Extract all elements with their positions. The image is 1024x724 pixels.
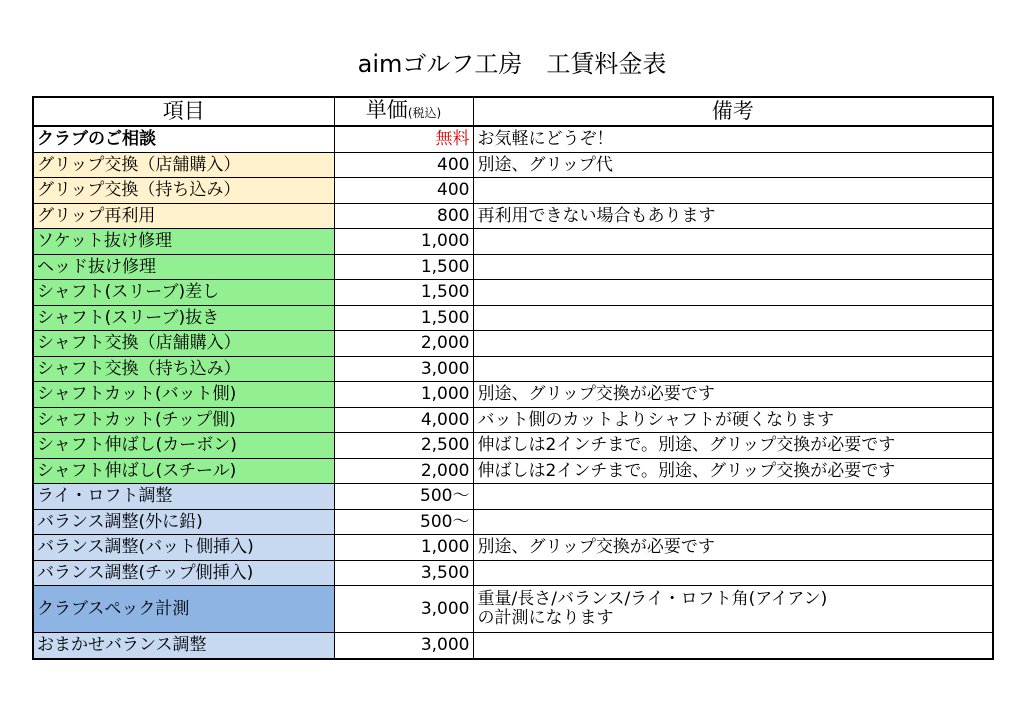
cell-item: ソケット抜け修理 — [33, 229, 334, 255]
cell-item: シャフト交換（店舗購入） — [33, 331, 334, 357]
cell-item: ライ・ロフト調整 — [33, 484, 334, 510]
cell-price: 3,500 — [334, 560, 473, 586]
price-table — [32, 96, 994, 660]
cell-item: グリップ再利用 — [33, 203, 334, 229]
cell-note — [473, 280, 993, 306]
cell-note: 再利用できない場合もあります — [473, 203, 993, 229]
cell-price: 1,500 — [334, 280, 473, 306]
cell-item: シャフト伸ばし(カーボン) — [33, 433, 334, 459]
table-row — [33, 535, 993, 561]
cell-item: バランス調整(バット側挿入) — [33, 535, 334, 561]
cell-note — [473, 633, 993, 659]
cell-item: グリップ交換（持ち込み） — [33, 178, 334, 204]
cell-note — [473, 178, 993, 204]
table-row — [33, 126, 993, 152]
cell-note: 重量/長さ/バランス/ライ・ロフト角(アイアン) の計測になります — [473, 586, 993, 633]
cell-note: 別途、グリップ交換が必要です — [473, 382, 993, 408]
cell-item: ヘッド抜け修理 — [33, 254, 334, 280]
cell-price: 1,000 — [334, 535, 473, 561]
table-row — [33, 229, 993, 255]
cell-item: シャフト伸ばし(スチール) — [33, 458, 334, 484]
cell-note: 伸ばしは2インチまで。別途、グリップ交換が必要です — [473, 458, 993, 484]
cell-item: シャフトカット(チップ側) — [33, 407, 334, 433]
cell-note: 伸ばしは2インチまで。別途、グリップ交換が必要です — [473, 433, 993, 459]
table-row — [33, 633, 993, 659]
cell-price: 2,000 — [334, 458, 473, 484]
cell-note — [473, 305, 993, 331]
table-row — [33, 458, 993, 484]
cell-item: シャフトカット(バット側) — [33, 382, 334, 408]
cell-item: バランス調整(チップ側挿入) — [33, 560, 334, 586]
cell-price: 1,500 — [334, 305, 473, 331]
cell-item: シャフト交換（持ち込み） — [33, 356, 334, 382]
cell-price: 500～ — [334, 509, 473, 535]
cell-price: 無料 — [334, 126, 473, 152]
cell-price: 1,500 — [334, 254, 473, 280]
cell-note: お気軽にどうぞ！ — [473, 126, 993, 152]
cell-note — [473, 560, 993, 586]
cell-item: おまかせバランス調整 — [33, 633, 334, 659]
cell-item: シャフト(スリーブ)差し — [33, 280, 334, 306]
cell-price: 3,000 — [334, 356, 473, 382]
cell-item: クラブのご相談 — [33, 126, 334, 152]
cell-item: クラブスペック計測 — [33, 586, 334, 633]
table-header-row — [33, 97, 993, 126]
cell-note — [473, 484, 993, 510]
table-row — [33, 407, 993, 433]
cell-note — [473, 229, 993, 255]
cell-price: 2,000 — [334, 331, 473, 357]
cell-price: 400 — [334, 178, 473, 204]
cell-price: 400 — [334, 152, 473, 178]
cell-price: 1,000 — [334, 382, 473, 408]
cell-note: バット側のカットよりシャフトが硬くなります — [473, 407, 993, 433]
cell-price: 3,000 — [334, 633, 473, 659]
table-row — [33, 254, 993, 280]
table-row — [33, 382, 993, 408]
cell-note — [473, 254, 993, 280]
cell-note: 別途、グリップ代 — [473, 152, 993, 178]
cell-price: 2,500 — [334, 433, 473, 459]
cell-price: 1,000 — [334, 229, 473, 255]
page-title: aimゴルフ工房 工賃料金表 — [357, 50, 667, 78]
tax-included-note: (税込) — [407, 106, 442, 120]
cell-price: 3,000 — [334, 586, 473, 633]
table-row — [33, 586, 993, 633]
cell-item: バランス調整(外に鉛) — [33, 509, 334, 535]
cell-item: グリップ交換（店舗購入） — [33, 152, 334, 178]
table-row — [33, 203, 993, 229]
cell-note — [473, 509, 993, 535]
table-row — [33, 305, 993, 331]
column-header-price: 単価(税込) — [334, 97, 473, 126]
cell-note — [473, 331, 993, 357]
cell-note: 別途、グリップ交換が必要です — [473, 535, 993, 561]
table-body — [33, 126, 993, 659]
table-row — [33, 178, 993, 204]
table-row — [33, 484, 993, 510]
table-row — [33, 280, 993, 306]
table-row — [33, 356, 993, 382]
table-row — [33, 152, 993, 178]
cell-note — [473, 356, 993, 382]
cell-item: シャフト(スリーブ)抜き — [33, 305, 334, 331]
table-row — [33, 433, 993, 459]
table-row — [33, 331, 993, 357]
cell-price: 800 — [334, 203, 473, 229]
cell-price: 500～ — [334, 484, 473, 510]
cell-price: 4,000 — [334, 407, 473, 433]
table-row — [33, 509, 993, 535]
column-header-note: 備考 — [473, 97, 993, 126]
column-header-item: 項目 — [33, 97, 334, 126]
table-row — [33, 560, 993, 586]
